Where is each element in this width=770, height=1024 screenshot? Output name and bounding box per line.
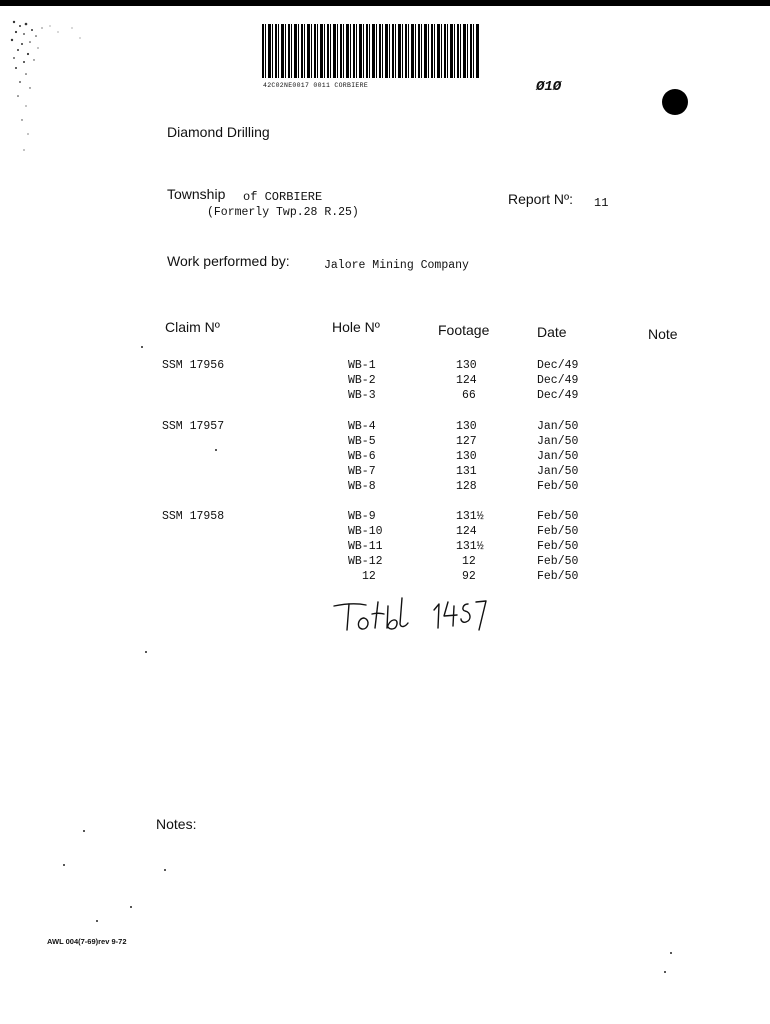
table-cell-hole: WB-3 [348,389,376,402]
table-cell-date: Feb/50 [537,510,579,523]
handwritten-total [330,592,490,642]
table-cell-footage: 124 [456,525,477,538]
table-cell-date: Jan/50 [537,435,579,448]
note-header: Note [648,326,678,342]
claim-header: Claim Nº [165,319,220,335]
township-former-name: (Formerly Twp.28 R.25) [207,206,359,219]
table-cell-hole: WB-4 [348,420,376,433]
table-cell-date: Dec/49 [537,374,579,387]
scan-dot [164,869,166,871]
scan-dot [63,864,65,866]
table-cell-hole: WB-1 [348,359,376,372]
barcode [262,24,480,78]
table-cell-date: Jan/50 [537,420,579,433]
scan-dot [215,449,217,451]
claim-number: SSM 17956 [162,359,225,372]
table-cell-date: Feb/50 [537,570,579,583]
table-cell-footage: 127 [456,435,477,448]
footage-header: Footage [438,322,490,338]
scan-dot [664,971,666,973]
barcode-text: 42C02NE0017 0011 CORBIERE [263,82,369,89]
table-cell-hole: 12 [362,570,376,583]
table-cell-footage: 92 [462,570,476,583]
table-cell-footage: 66 [462,389,476,402]
form-code: AWL 004(7-69)rev 9-72 [47,937,127,946]
table-cell-footage: 130 [456,420,477,433]
page-code: Ø1Ø [536,79,562,95]
notes-label: Notes: [156,816,197,832]
table-cell-hole: WB-10 [348,525,383,538]
table-cell-hole: WB-11 [348,540,383,553]
scan-dot [145,651,147,653]
form-title: Diamond Drilling [167,124,270,140]
table-cell-date: Jan/50 [537,450,579,463]
township-label: Township [167,186,226,202]
work-performed-label: Work performed by: [167,253,290,269]
table-cell-hole: WB-5 [348,435,376,448]
table-cell-hole: WB-8 [348,480,376,493]
table-cell-hole: WB-9 [348,510,376,523]
table-cell-footage: 128 [456,480,477,493]
table-cell-hole: WB-12 [348,555,383,568]
table-cell-footage: 131½ [456,510,484,523]
table-cell-footage: 12 [462,555,476,568]
table-cell-date: Jan/50 [537,465,579,478]
table-cell-date: Dec/49 [537,389,579,402]
scan-dot [96,920,98,922]
table-cell-footage: 124 [456,374,477,387]
table-cell-footage: 131½ [456,540,484,553]
table-cell-date: Feb/50 [537,525,579,538]
hole-punch [662,89,688,115]
table-cell-hole: WB-2 [348,374,376,387]
report-label: Report Nº: [508,191,574,207]
table-cell-date: Feb/50 [537,480,579,493]
scan-dot [130,906,132,908]
claim-number: SSM 17958 [162,510,225,523]
report-number: 11 [594,196,609,210]
table-cell-date: Dec/49 [537,359,579,372]
table-cell-footage: 130 [456,359,477,372]
scan-dot [83,830,85,832]
scan-dot [141,346,143,348]
claim-number: SSM 17957 [162,420,225,433]
table-cell-hole: WB-6 [348,450,376,463]
work-performed-value: Jalore Mining Company [324,259,469,272]
hole-header: Hole Nº [332,319,380,335]
scan-noise [6,16,96,186]
table-cell-date: Feb/50 [537,555,579,568]
table-cell-date: Feb/50 [537,540,579,553]
scan-dot [670,952,672,954]
table-cell-footage: 131 [456,465,477,478]
table-cell-footage: 130 [456,450,477,463]
township-value: of CORBIERE [243,190,323,204]
table-cell-hole: WB-7 [348,465,376,478]
date-header: Date [537,324,567,340]
